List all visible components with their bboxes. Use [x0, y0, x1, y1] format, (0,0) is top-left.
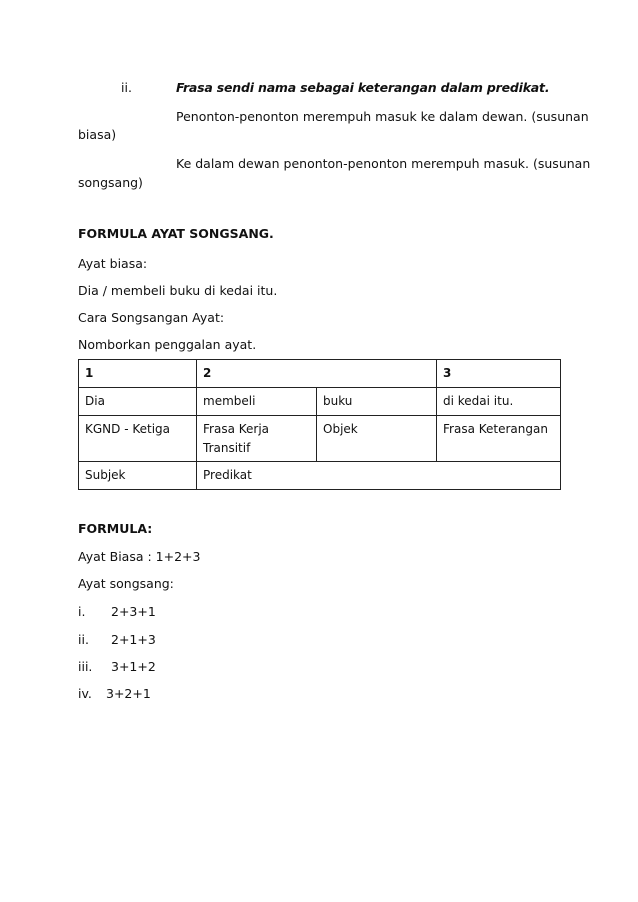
- table-cell: Objek: [317, 416, 437, 462]
- table-cell: Frasa Kerja Transitif: [197, 416, 317, 462]
- ayat-biasa-label: Ayat biasa:: [78, 256, 148, 271]
- ayat-biasa-example: Dia / membeli buku di kedai itu.: [78, 283, 278, 298]
- table-cell: Dia: [79, 388, 197, 416]
- list-item-number: ii.: [78, 632, 89, 647]
- nomborkan-text: Nomborkan penggalan ayat.: [78, 337, 257, 352]
- table-cell: Subjek: [79, 462, 197, 490]
- list-item-number: i.: [78, 604, 86, 619]
- table-row: [79, 416, 561, 462]
- section-number: ii.: [121, 80, 132, 95]
- table-header-row: [79, 360, 561, 388]
- formula-section-title: FORMULA AYAT SONGSANG.: [78, 226, 274, 241]
- list-item-number: iii.: [78, 659, 93, 674]
- formula-songsang-label: Ayat songsang:: [78, 576, 174, 591]
- example-inverted-line1: Ke dalam dewan penonton-penonton merempuh masuk. (susunan: [176, 156, 591, 171]
- table-cell: membeli: [197, 388, 317, 416]
- list-item-value: 3+1+2: [111, 659, 156, 674]
- table-row: [79, 388, 561, 416]
- list-item-value: 2+3+1: [111, 604, 156, 619]
- formula-title: FORMULA:: [78, 521, 153, 536]
- list-item-value: 3+2+1: [106, 686, 151, 701]
- example-inverted-line2: songsang): [78, 175, 143, 190]
- table-cell: Predikat: [197, 462, 561, 490]
- section-heading: Frasa sendi nama sebagai keterangan dalam predikat.: [176, 80, 550, 95]
- table-cell: buku: [317, 388, 437, 416]
- header-cell: 2: [197, 360, 437, 388]
- table-cell: di kedai itu.: [437, 388, 561, 416]
- sentence-structure-table: [78, 359, 561, 490]
- table-row: [79, 462, 561, 490]
- list-item-value: 2+1+3: [111, 632, 156, 647]
- header-cell: 3: [437, 360, 561, 388]
- example-normal-line1: Penonton-penonton merempuh masuk ke dalam dewan. (susunan: [176, 109, 589, 124]
- example-normal-line2: biasa): [78, 127, 117, 142]
- header-cell: 1: [79, 360, 197, 388]
- table-cell: Frasa Keterangan: [437, 416, 561, 462]
- cara-songsangan-label: Cara Songsangan Ayat:: [78, 310, 225, 325]
- list-item-number: iv.: [78, 686, 92, 701]
- formula-biasa: Ayat Biasa : 1+2+3: [78, 549, 201, 564]
- table-cell: KGND - Ketiga: [79, 416, 197, 462]
